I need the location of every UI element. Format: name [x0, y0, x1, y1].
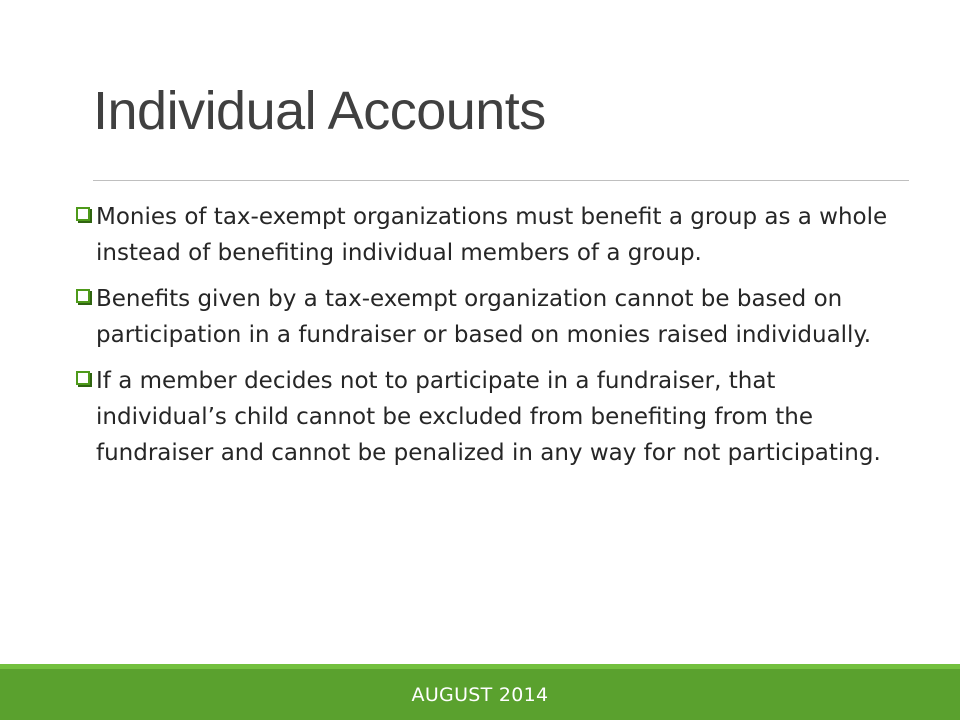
- checkbox-square-icon: [76, 371, 90, 385]
- slide-title: Individual Accounts: [93, 81, 546, 141]
- title-divider: [93, 180, 909, 181]
- checkbox-square-icon: [76, 289, 90, 303]
- bullet-text: Benefits given by a tax-exempt organization cannot be based on participation in a fundraiser or based on monies raised individually.: [96, 286, 872, 348]
- footer-date: AUGUST 2014: [411, 684, 549, 706]
- footer-highlight: [0, 664, 960, 669]
- bullet-list: [96, 199, 896, 481]
- checkbox-square-icon: [76, 207, 90, 221]
- bullet-text: If a member decides not to participate in a fundraiser, that individual’s child cannot be excluded from benefiting from the fundraiser and cannot be penalized in any way for not participating.: [96, 368, 881, 466]
- bullet-item: [96, 199, 896, 271]
- bullet-item: [96, 363, 896, 471]
- bullet-text: Monies of tax-exempt organizations must benefit a group as a whole instead of benefiting individual members of a group.: [96, 204, 888, 266]
- bullet-item: [96, 281, 896, 353]
